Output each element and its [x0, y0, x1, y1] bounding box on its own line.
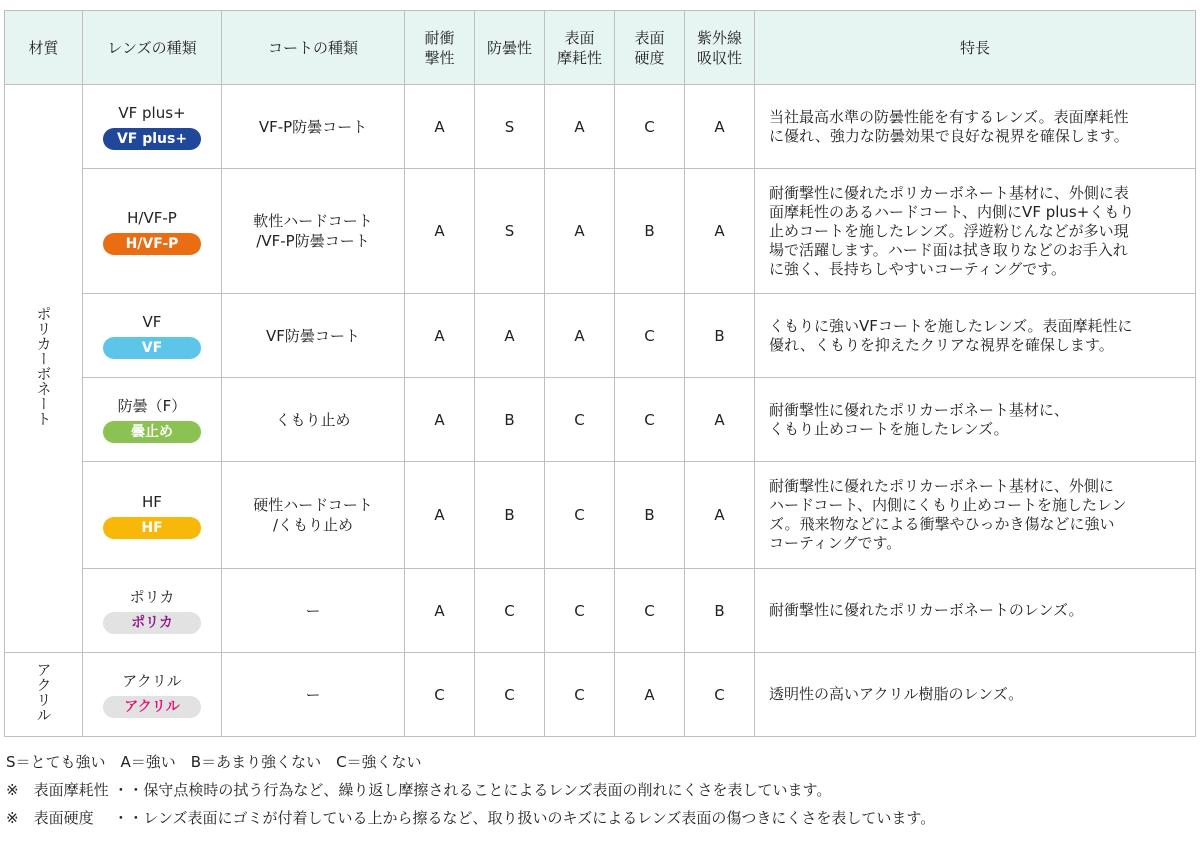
- impact-cell: C: [405, 653, 475, 737]
- header-impact: 耐衝 撃性: [405, 11, 475, 85]
- notes-section: [6, 750, 935, 834]
- features-cell: 耐衝撃性に優れたポリカーボネートのレンズ。: [755, 569, 1196, 653]
- lens-badge: H/VF-P: [103, 233, 201, 255]
- antifog-cell: A: [475, 294, 545, 378]
- table-row: [5, 569, 1196, 653]
- hardness-cell: C: [615, 85, 685, 169]
- abrasion-note: ※ 表面摩耗性 ・・保守点検時の拭う行為など、繰り返し摩擦されることによるレンズ表面の削れにくさを表しています。: [6, 781, 832, 799]
- features-cell: 当社最高水準の防曇性能を有するレンズ。表面摩耗性 に優れ、強力な防曇効果で良好な視界を確保します。: [755, 85, 1196, 169]
- impact-cell: A: [405, 462, 475, 569]
- features-cell: 耐衝撃性に優れたポリカーボネート基材に、外側に表 面摩耗性のあるハードコート、内側にVF plus+くもり 止めコートを施したレンズ。浮遊粉じんなどが多い現 場で活躍します。ハード面は拭き取りなどのお手入れ に強く、長持ちしやすいコーティングです。: [755, 169, 1196, 294]
- impact-cell: A: [405, 169, 475, 294]
- table-header-row: [5, 11, 1196, 85]
- lens-name-cell: [83, 569, 222, 653]
- material-label: アクリル: [34, 662, 53, 722]
- coat-cell: ー: [222, 653, 405, 737]
- antifog-cell: B: [475, 378, 545, 462]
- abrasion-cell: A: [545, 169, 615, 294]
- lens-badge: HF: [103, 517, 201, 539]
- abrasion-cell: C: [545, 462, 615, 569]
- antifog-cell: C: [475, 569, 545, 653]
- hardness-note: ※ 表面硬度 ・・レンズ表面にゴミが付着している上から擦るなど、取り扱いのキズによるレンズ表面の傷つきにくさを表しています。: [6, 809, 936, 827]
- coat-cell: VF-P防曇コート: [222, 85, 405, 169]
- table-row: [5, 378, 1196, 462]
- lens-name: ポリカ: [129, 588, 175, 606]
- hardness-cell: B: [615, 169, 685, 294]
- header-features: 特長: [755, 11, 1196, 85]
- impact-cell: A: [405, 85, 475, 169]
- antifog-cell: C: [475, 653, 545, 737]
- lens-name: VF: [142, 313, 162, 331]
- uv-cell: C: [685, 653, 755, 737]
- lens-badge: 曇止め: [103, 421, 201, 443]
- hardness-cell: C: [615, 569, 685, 653]
- uv-cell: A: [685, 169, 755, 294]
- coat-cell: VF防曇コート: [222, 294, 405, 378]
- antifog-cell: S: [475, 169, 545, 294]
- hardness-cell: C: [615, 294, 685, 378]
- header-antifog: 防曇性: [475, 11, 545, 85]
- lens-name-cell: [83, 85, 222, 169]
- antifog-cell: B: [475, 462, 545, 569]
- abrasion-cell: A: [545, 294, 615, 378]
- header-hardness: 表面 硬度: [615, 11, 685, 85]
- lens-name-cell: [83, 462, 222, 569]
- hardness-cell: C: [615, 378, 685, 462]
- coat-cell: くもり止め: [222, 378, 405, 462]
- table-row: [5, 462, 1196, 569]
- lens-badge: アクリル: [103, 696, 201, 718]
- abrasion-cell: A: [545, 85, 615, 169]
- lens-name-cell: [83, 294, 222, 378]
- abrasion-cell: C: [545, 653, 615, 737]
- header-material: 材質: [5, 11, 83, 85]
- rating-legend: S＝とても強い A＝強い B＝あまり強くない C＝強くない: [6, 753, 422, 771]
- lens-name: 防曇（F）: [117, 397, 187, 415]
- coat-cell: 硬性ハードコート /くもり止め: [222, 462, 405, 569]
- uv-cell: A: [685, 378, 755, 462]
- table-row: [5, 169, 1196, 294]
- lens-comparison-table: [4, 10, 1196, 737]
- hardness-cell: A: [615, 653, 685, 737]
- abrasion-cell: C: [545, 378, 615, 462]
- impact-cell: A: [405, 569, 475, 653]
- uv-cell: A: [685, 462, 755, 569]
- features-cell: 透明性の高いアクリル樹脂のレンズ。: [755, 653, 1196, 737]
- material-label: ポリカーボネート: [34, 306, 53, 426]
- lens-name-cell: [83, 169, 222, 294]
- coat-cell: ー: [222, 569, 405, 653]
- header-lens-type: レンズの種類: [83, 11, 222, 85]
- lens-name-cell: [83, 653, 222, 737]
- features-cell: 耐衝撃性に優れたポリカーボネート基材に、外側に ハードコート、内側にくもり止めコートを施したレン ズ。飛来物などによる衝撃やひっかき傷などに強い コーティングです。: [755, 462, 1196, 569]
- lens-name: H/VF-P: [127, 208, 177, 227]
- table-row: [5, 85, 1196, 169]
- lens-badge: VF plus+: [103, 128, 201, 150]
- uv-cell: B: [685, 569, 755, 653]
- uv-cell: B: [685, 294, 755, 378]
- lens-badge: VF: [103, 337, 201, 359]
- header-coat-type: コートの種類: [222, 11, 405, 85]
- lens-name-cell: [83, 378, 222, 462]
- header-uv: 紫外線 吸収性: [685, 11, 755, 85]
- features-cell: くもりに強いVFコートを施したレンズ。表面摩耗性に 優れ、くもりを抑えたクリアな視界を確保します。: [755, 294, 1196, 378]
- lens-name: VF plus+: [118, 104, 186, 122]
- table-row: [5, 294, 1196, 378]
- features-cell: 耐衝撃性に優れたポリカーボネート基材に、 くもり止めコートを施したレンズ。: [755, 378, 1196, 462]
- lens-name: アクリル: [122, 672, 182, 690]
- impact-cell: A: [405, 294, 475, 378]
- antifog-cell: S: [475, 85, 545, 169]
- lens-name: HF: [142, 492, 162, 511]
- header-abrasion: 表面 摩耗性: [545, 11, 615, 85]
- lens-badge: ポリカ: [103, 612, 201, 634]
- uv-cell: A: [685, 85, 755, 169]
- abrasion-cell: C: [545, 569, 615, 653]
- material-cell-acrylic: [5, 653, 83, 737]
- coat-cell: 軟性ハードコート /VF-P防曇コート: [222, 169, 405, 294]
- material-cell-polycarbonate: [5, 85, 83, 653]
- table-row: [5, 653, 1196, 737]
- impact-cell: A: [405, 378, 475, 462]
- hardness-cell: B: [615, 462, 685, 569]
